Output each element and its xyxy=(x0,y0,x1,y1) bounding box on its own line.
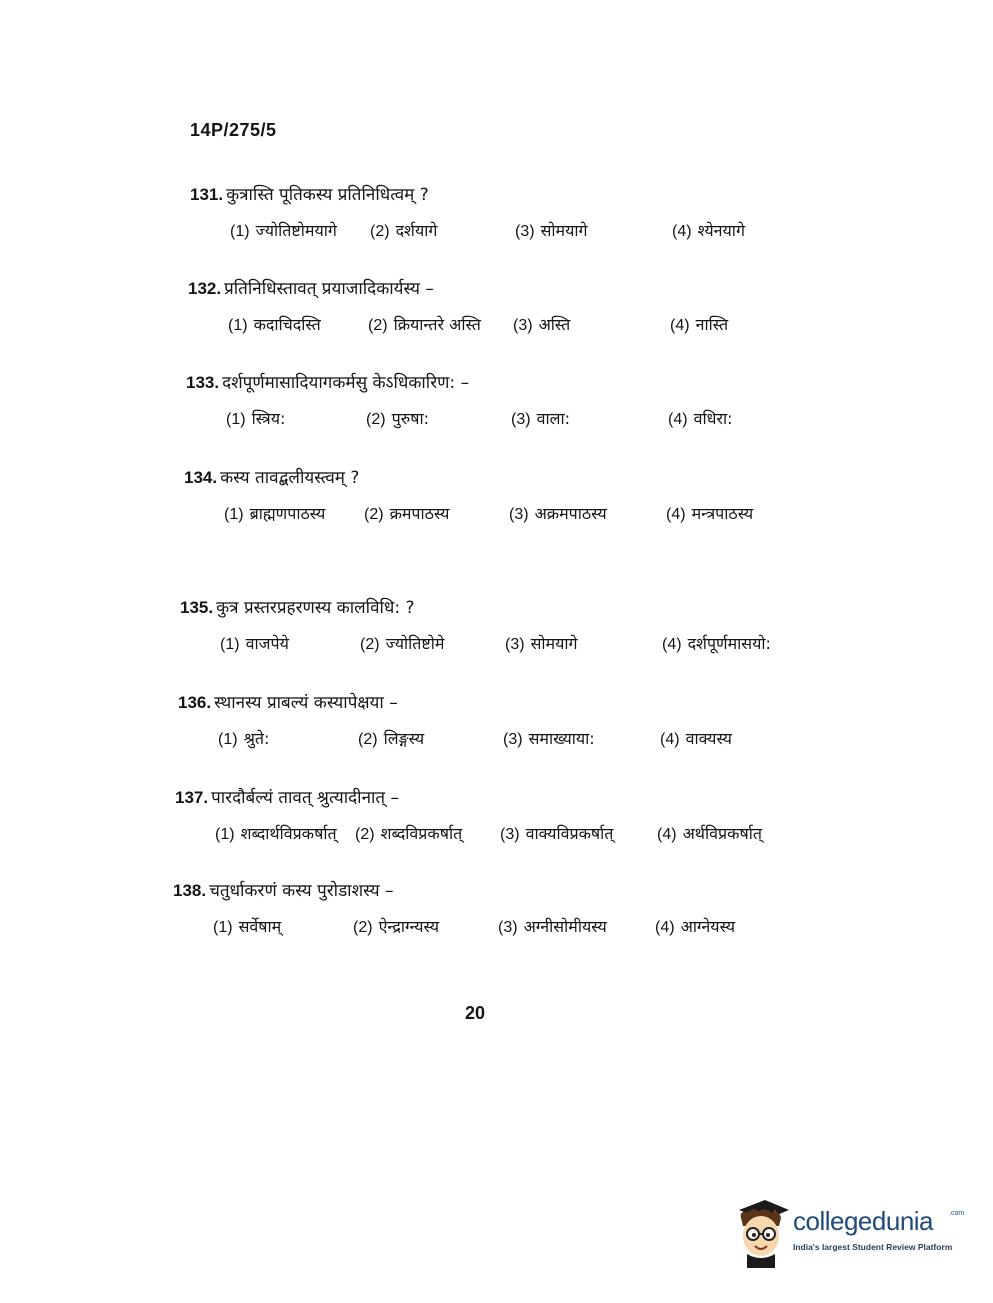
option-4: (4) श्येनयागे xyxy=(672,221,745,240)
option-4: (4) अर्थविप्रकर्षात् xyxy=(657,824,762,843)
collegedunia-watermark xyxy=(735,1196,965,1268)
question-number: 132. xyxy=(188,279,222,298)
option-1: (1) ब्राह्मणपाठस्य xyxy=(224,504,326,523)
question-number: 137. xyxy=(175,788,209,807)
question-text xyxy=(173,878,813,901)
mascot-logo-icon xyxy=(735,1196,791,1268)
question-number: 134. xyxy=(184,468,218,487)
option-3: (3) समाख्याया: xyxy=(503,729,595,748)
option-list xyxy=(184,502,824,532)
question-134 xyxy=(184,465,824,532)
option-4: (4) आग्नेयस्य xyxy=(655,917,736,936)
brand-name: collegedunia xyxy=(793,1206,934,1236)
option-4: (4) मन्त्रपाठस्य xyxy=(666,504,754,523)
option-1: (1) ज्योतिष्टोमयागे xyxy=(230,221,337,240)
question-number: 135. xyxy=(180,598,214,617)
option-3: (3) वाक्यविप्रकर्षात् xyxy=(500,824,614,843)
brand-suffix: .com xyxy=(949,1210,965,1217)
page-number: 20 xyxy=(465,1003,486,1023)
question-133 xyxy=(186,370,826,437)
question-text xyxy=(180,595,820,618)
option-3: (3) अस्ति xyxy=(513,315,571,334)
option-2: (2) पुरुषा: xyxy=(366,409,430,428)
question-number: 133. xyxy=(186,373,220,392)
option-2: (2) क्रमपाठस्य xyxy=(364,504,450,523)
option-4: (4) दर्शपूर्णमासयो: xyxy=(662,634,771,653)
question-136 xyxy=(178,690,818,757)
question-stem: चतुर्धाकरणं कस्य पुरोडाशस्य – xyxy=(209,881,394,901)
option-1: (1) वाजपेये xyxy=(220,634,289,653)
option-list xyxy=(180,632,820,662)
question-text xyxy=(190,182,830,205)
option-1: (1) श्रुते: xyxy=(218,729,270,748)
option-3: (3) सोमयागे xyxy=(505,634,578,653)
question-stem: कुत्र प्रस्तरप्रहरणस्य कालविधि: ? xyxy=(216,598,415,618)
question-stem: दर्शपूर्णमासादियागकर्मसु केऽधिकारिण: – xyxy=(222,373,470,393)
option-list xyxy=(178,727,818,757)
brand-tagline: India's largest Student Review Platform xyxy=(793,1242,953,1252)
option-2: (2) ज्योतिष्टोमे xyxy=(360,634,445,653)
question-stem: स्थानस्य प्राबल्यं कस्यापेक्षया – xyxy=(214,693,398,713)
question-137 xyxy=(175,785,815,852)
option-1: (1) स्त्रिय: xyxy=(226,409,286,428)
question-stem: कस्य तावद्बलीयस्त्वम् ? xyxy=(220,468,360,488)
option-2: (2) शब्दविप्रकर्षात् xyxy=(355,824,463,843)
question-text xyxy=(188,276,828,299)
question-text xyxy=(178,690,818,713)
question-number: 138. xyxy=(173,881,207,900)
option-1: (1) कदाचिदस्ति xyxy=(228,315,321,334)
question-text xyxy=(175,785,815,808)
question-131 xyxy=(190,182,830,249)
option-1: (1) शब्दार्थविप्रकर्षात् xyxy=(215,824,337,843)
question-stem: पारदौर्बल्यं तावत् श्रुत्यादीनात् – xyxy=(211,788,400,808)
option-3: (3) अग्नीसोमीयस्य xyxy=(498,917,607,936)
option-2: (2) दर्शयागे xyxy=(370,221,438,240)
option-4: (4) वधिरा: xyxy=(668,409,733,428)
option-3: (3) अक्रमपाठस्य xyxy=(509,504,607,523)
option-1: (1) सर्वेषाम् xyxy=(213,917,282,936)
question-135 xyxy=(180,595,820,662)
option-2: (2) क्रियान्तरे अस्ति xyxy=(368,315,481,334)
paper-code: 14P/275/5 xyxy=(190,120,277,140)
question-132 xyxy=(188,276,828,343)
question-number: 131. xyxy=(190,185,224,204)
option-list xyxy=(173,915,813,945)
question-number: 136. xyxy=(178,693,212,712)
question-stem: प्रतिनिधिस्तावत् प्रयाजादिकार्यस्य – xyxy=(224,279,434,299)
option-2: (2) ऐन्द्राग्न्यस्य xyxy=(353,917,439,936)
option-list xyxy=(188,313,828,343)
option-list xyxy=(175,822,815,852)
option-4: (4) नास्ति xyxy=(670,315,729,334)
option-list xyxy=(186,407,826,437)
option-4: (4) वाक्यस्य xyxy=(660,729,732,748)
option-list xyxy=(190,219,830,249)
option-3: (3) वाला: xyxy=(511,409,570,428)
question-138 xyxy=(173,878,813,945)
option-2: (2) लिङ्गस्य xyxy=(358,729,425,748)
question-stem: कुत्रास्ति पूतिकस्य प्रतिनिधित्वम् ? xyxy=(226,185,429,205)
question-text xyxy=(184,465,824,488)
question-text xyxy=(186,370,826,393)
option-3: (3) सोमयागे xyxy=(515,221,588,240)
